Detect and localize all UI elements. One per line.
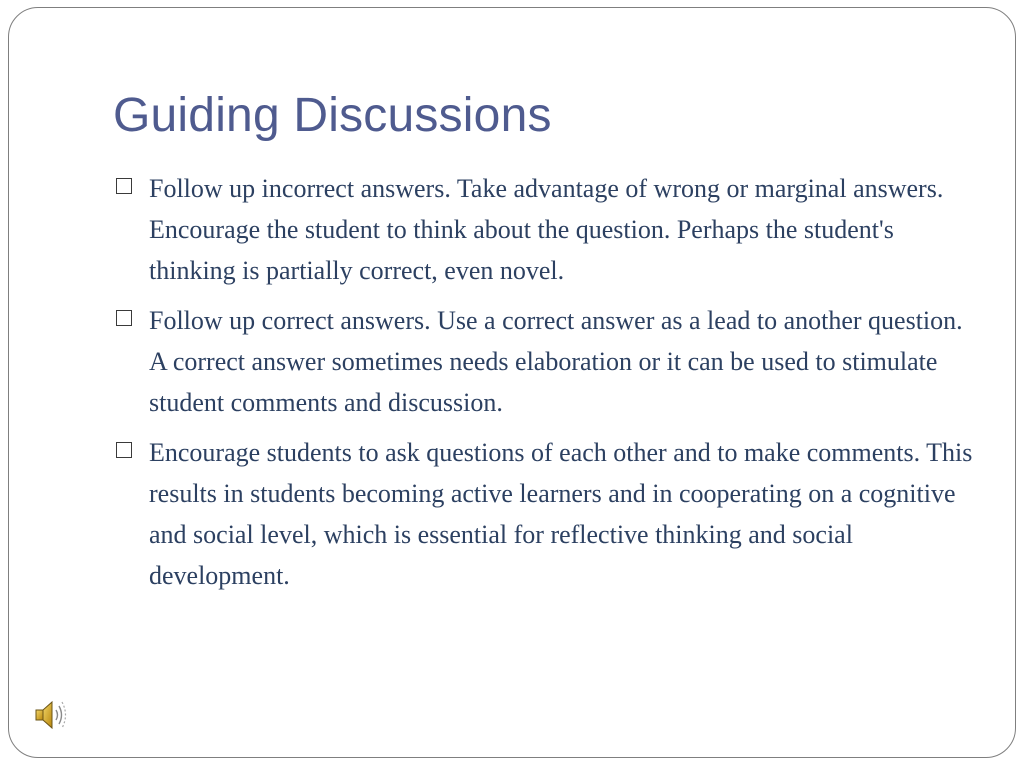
bullet-text: Follow up correct answers. Use a correct answer as a lead to another question. A correct answer sometimes needs elaboration or it can be used to stimulate student comments and discussion.	[149, 306, 963, 417]
square-bullet-icon	[116, 310, 132, 326]
slide-title: Guiding Discussions	[113, 89, 552, 142]
bullet-list	[114, 168, 974, 605]
bullet-text: Follow up incorrect answers. Take advantage of wrong or marginal answers. Encourage the student to think about the question. Perhaps the student's thinking is partially correct, even novel.	[149, 174, 944, 285]
bullet-text: Encourage students to ask questions of each other and to make comments. This results in students becoming active learners and in cooperating on a cognitive and social level, which is essential for reflective thinking and social development.	[149, 438, 973, 590]
bullet-item	[114, 168, 974, 291]
square-bullet-icon	[116, 442, 132, 458]
speaker-icon[interactable]	[33, 698, 69, 732]
bullet-item	[114, 300, 974, 423]
speaker-icon-graphic	[33, 698, 69, 732]
bullet-item	[114, 432, 974, 596]
square-bullet-icon	[116, 178, 132, 194]
